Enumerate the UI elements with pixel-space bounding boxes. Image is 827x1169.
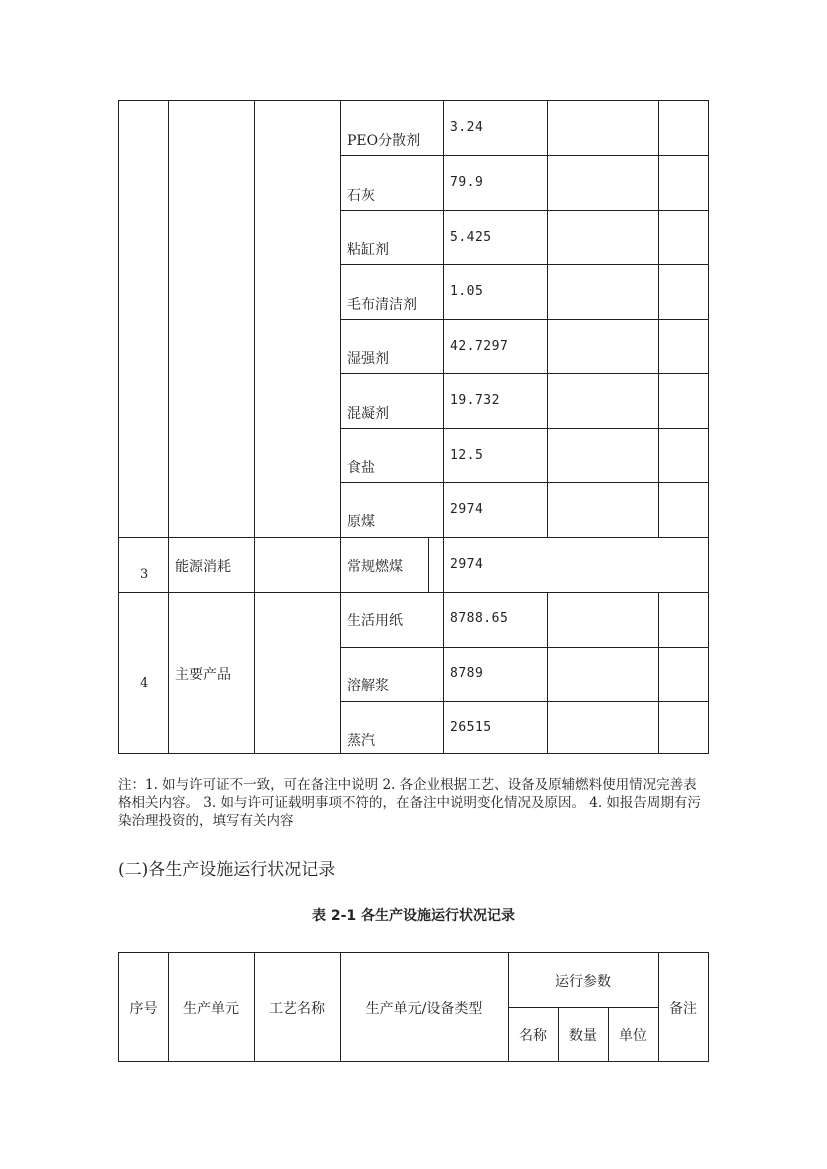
col-divider — [658, 592, 659, 753]
header-index: 序号 — [129, 1001, 158, 1017]
material-name: 粘缸剂 — [347, 242, 389, 258]
operation-status-table — [118, 952, 709, 1062]
material-name: PEO分散剂 — [347, 133, 421, 149]
col-divider — [168, 101, 169, 753]
category-label: 主要产品 — [175, 667, 231, 683]
material-value: 19.732 — [450, 393, 500, 408]
row-divider — [340, 482, 708, 483]
col-divider — [254, 101, 255, 753]
row-divider — [119, 537, 708, 538]
col-divider — [547, 592, 548, 753]
row-divider — [340, 373, 708, 374]
col-divider — [428, 537, 429, 592]
material-value: 1.05 — [450, 284, 484, 299]
header-process: 工艺名称 — [269, 1001, 325, 1017]
row-divider — [340, 428, 708, 429]
material-value: 3.24 — [450, 120, 484, 135]
product-name: 生活用纸 — [347, 613, 403, 629]
header-param-unit: 单位 — [619, 1028, 647, 1044]
section-title: (二)各生产设施运行状况记录 — [118, 860, 336, 880]
materials-table — [118, 100, 709, 754]
energy-name: 常规燃煤 — [347, 559, 403, 575]
row-divider — [340, 264, 708, 265]
row-divider — [340, 155, 708, 156]
table-note: 注：1. 如与许可证不一致，可在备注中说明 2. 各企业根据工艺、设备及原辅燃料使用情况完善表格相关内容。 3. 如与许可证载明事项不符的，在备注中说明变化情况及原因。 4. 如报告周期有污染治理投资的，填写有关内容 — [118, 777, 701, 829]
header-params: 运行参数 — [555, 974, 611, 990]
table-caption: 表 2-1 各生产设施运行状况记录 — [311, 908, 516, 924]
row-divider — [119, 592, 708, 593]
col-divider — [340, 101, 341, 753]
product-value: 26515 — [450, 720, 492, 735]
material-name: 食盐 — [347, 460, 375, 476]
header-unit: 生产单元 — [183, 1001, 239, 1017]
material-value: 42.7297 — [450, 339, 509, 354]
row-divider — [340, 701, 708, 702]
material-name: 湿强剂 — [347, 351, 389, 367]
material-name: 石灰 — [347, 188, 375, 204]
material-name: 毛布清洁剂 — [347, 297, 417, 313]
material-name: 混凝剂 — [347, 406, 389, 422]
material-value: 79.9 — [450, 175, 484, 190]
header-param-qty: 数量 — [569, 1028, 597, 1044]
product-value: 8788.65 — [450, 611, 509, 626]
header-param-name: 名称 — [519, 1028, 547, 1044]
row-index: 3 — [140, 567, 149, 582]
row-divider — [508, 1007, 658, 1008]
header-remark: 备注 — [669, 1001, 697, 1017]
row-divider — [340, 647, 708, 648]
material-name: 原煤 — [347, 514, 375, 530]
row-index: 4 — [140, 676, 149, 691]
category-label: 能源消耗 — [175, 559, 231, 575]
energy-value: 2974 — [450, 557, 484, 572]
product-value: 8789 — [450, 666, 484, 681]
row-divider — [340, 319, 708, 320]
material-value: 12.5 — [450, 448, 484, 463]
product-name: 溶解浆 — [347, 678, 389, 694]
material-value: 2974 — [450, 502, 484, 517]
row-divider — [340, 210, 708, 211]
header-equipment: 生产单元/设备类型 — [365, 1001, 483, 1017]
material-value: 5.425 — [450, 230, 492, 245]
product-name: 蒸汽 — [347, 733, 375, 749]
col-divider — [443, 101, 444, 753]
